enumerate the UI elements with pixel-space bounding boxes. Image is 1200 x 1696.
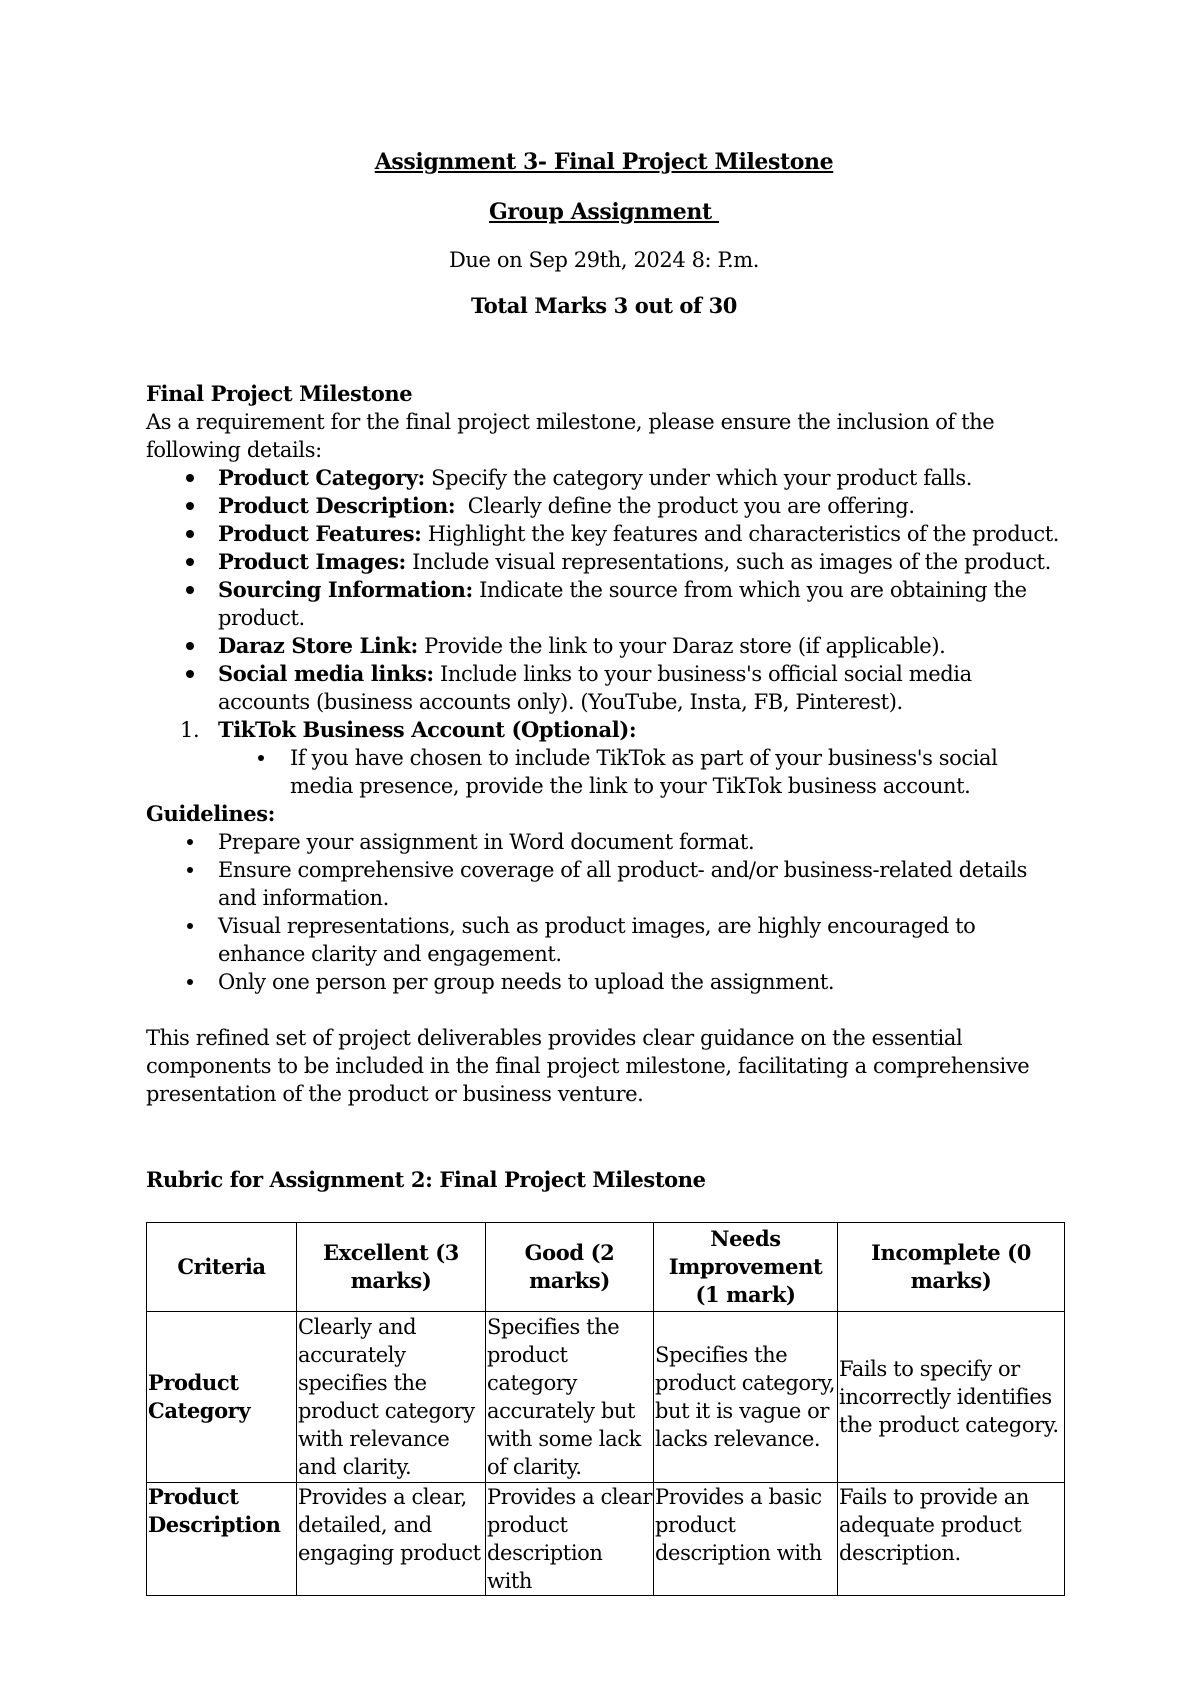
item-label: Product Category: bbox=[218, 465, 425, 490]
list-item bbox=[218, 576, 1062, 632]
title-block bbox=[146, 148, 1062, 176]
list-item: Prepare your assignment in Word document format. bbox=[218, 828, 1062, 856]
list-item bbox=[218, 660, 1062, 716]
table-header-row bbox=[147, 1223, 1065, 1312]
item-label: Product Description: bbox=[218, 493, 456, 518]
document-title: Assignment 3- Final Project Milestone bbox=[374, 149, 834, 175]
needs-improvement-cell: Provides a basic product description with bbox=[654, 1483, 838, 1596]
item-text: Specify the category under which your product falls. bbox=[424, 466, 973, 490]
header-good: Good (2 marks) bbox=[486, 1223, 654, 1312]
rubric-heading: Rubric for Assignment 2: Final Project Milestone bbox=[146, 1167, 706, 1192]
sub-list bbox=[218, 744, 1062, 800]
list-item: Visual representations, such as product images, are highly encouraged to enhance clarity and engagement. bbox=[218, 912, 1062, 968]
needs-improvement-cell: Specifies the product category, but it is vague or lacks relevance. bbox=[654, 1312, 838, 1483]
item-label: Product Features: bbox=[218, 521, 422, 546]
rubric-table bbox=[146, 1222, 1065, 1596]
excellent-cell: Provides a clear, detailed, and engaging product bbox=[297, 1483, 486, 1596]
item-text: Include links to your business's official social media accounts (business accounts only). (YouTube, Insta, FB, Pinterest). bbox=[218, 662, 979, 714]
item-label: Sourcing Information: bbox=[218, 577, 473, 602]
item-label: TikTok Business Account (Optional): bbox=[218, 717, 637, 742]
document-subtitle: Group Assignment bbox=[489, 199, 719, 225]
good-cell: Specifies the product category accurately but with some lack of clarity. bbox=[486, 1312, 654, 1483]
table-row bbox=[147, 1483, 1065, 1596]
criteria-cell: Product Description bbox=[147, 1483, 297, 1596]
list-number: 1. bbox=[180, 718, 200, 742]
item-label: Social media links: bbox=[218, 661, 434, 686]
milestone-heading: Final Project Milestone bbox=[146, 381, 413, 406]
list-item bbox=[218, 632, 1062, 660]
list-item: If you have chosen to include TikTok as part of your business's social media presence, provide the link to your TikTok business account. bbox=[290, 744, 1062, 800]
closing-paragraph: This refined set of project deliverables provides clear guidance on the essential components to be included in the final project milestone, facilitating a comprehensive presentation of the product or business venture. bbox=[146, 1026, 1030, 1106]
item-text: Indicate the source from which you are obtaining the product. bbox=[218, 578, 1033, 630]
list-item bbox=[218, 520, 1062, 548]
guidelines-heading: Guidelines: bbox=[146, 801, 275, 826]
item-label: Daraz Store Link: bbox=[218, 633, 418, 658]
total-marks: Total Marks 3 out of 30 bbox=[470, 293, 737, 318]
incomplete-cell: Fails to specify or incorrectly identifies the product category. bbox=[838, 1312, 1065, 1483]
item-text: Include visual representations, such as images of the product. bbox=[405, 550, 1051, 574]
list-item: Only one person per group needs to upload the assignment. bbox=[218, 968, 1062, 996]
header-needs-improvement: Needs Improvement (1 mark) bbox=[654, 1223, 838, 1312]
list-item bbox=[218, 548, 1062, 576]
item-label: Product Images: bbox=[218, 549, 406, 574]
item-text: Provide the link to your Daraz store (if applicable). bbox=[417, 634, 946, 658]
header-incomplete: Incomplete (0 marks) bbox=[838, 1223, 1065, 1312]
criteria-cell: Product Category bbox=[147, 1312, 297, 1483]
header-excellent: Excellent (3 marks) bbox=[297, 1223, 486, 1312]
guidelines-list bbox=[146, 828, 1062, 996]
subtitle-block bbox=[146, 198, 1062, 226]
item-text: Clearly define the product you are offering. bbox=[455, 494, 915, 518]
item-text: Highlight the key features and characteristics of the product. bbox=[421, 522, 1060, 546]
list-item: Ensure comprehensive coverage of all product- and/or business-related details and information. bbox=[218, 856, 1062, 912]
header-criteria: Criteria bbox=[147, 1223, 297, 1312]
milestone-list bbox=[146, 464, 1062, 716]
list-item bbox=[180, 716, 1062, 800]
good-cell: Provides a clear product description with bbox=[486, 1483, 654, 1596]
list-item bbox=[218, 492, 1062, 520]
excellent-cell: Clearly and accurately specifies the product category with relevance and clarity. bbox=[297, 1312, 486, 1483]
numbered-list bbox=[146, 716, 1062, 800]
incomplete-cell: Fails to provide an adequate product description. bbox=[838, 1483, 1065, 1596]
milestone-intro: As a requirement for the final project milestone, please ensure the inclusion of the following details: bbox=[146, 410, 995, 462]
list-item bbox=[218, 464, 1062, 492]
due-date: Due on Sep 29th, 2024 8: P.m. bbox=[448, 248, 760, 272]
table-row bbox=[147, 1312, 1065, 1483]
